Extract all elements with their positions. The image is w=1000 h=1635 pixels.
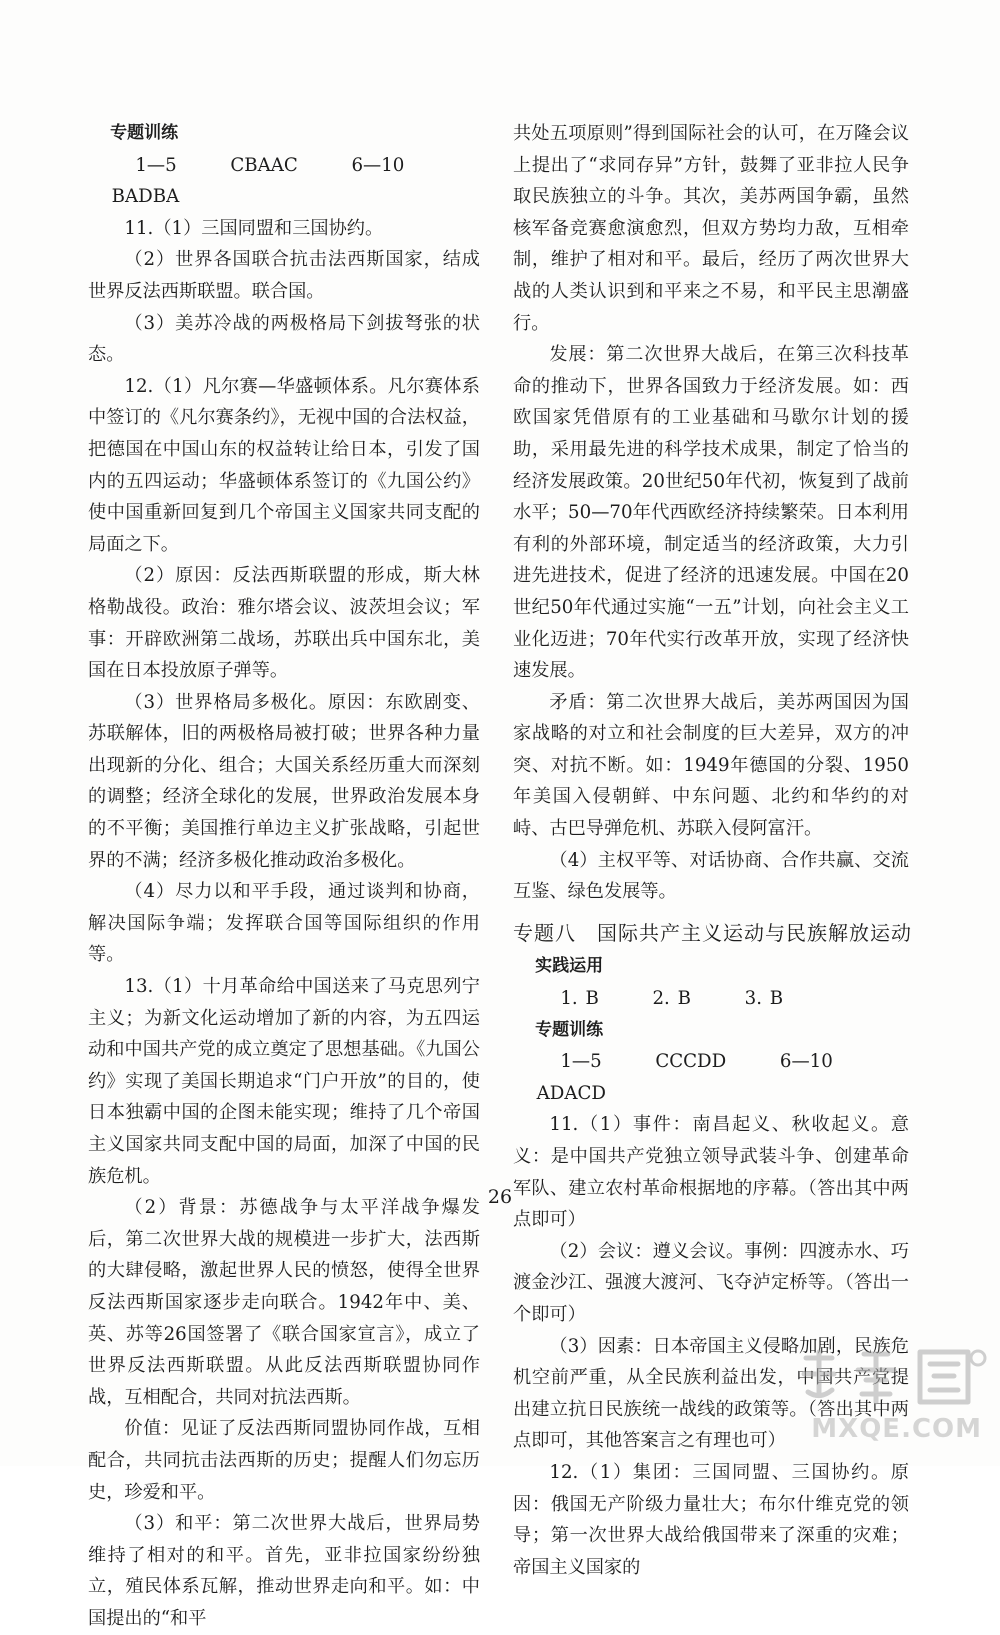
chapter-title: 专题八 国际共产主义运动与民族解放运动	[513, 920, 912, 945]
answer-paragraph: 11.（1）事件：南昌起义、秋收起义。意义：是中国共产党独立领导武装斗争、创建革命军队、建立农村革命根据地的序幕。（答出其中两点即可）	[513, 1114, 909, 1231]
answer-paragraph: （2）世界各国联合抗击法西斯国家，结成世界反法西斯联盟。联合国。	[88, 249, 480, 302]
answer-letters: CCCDD	[655, 1051, 727, 1073]
answer-paragraph: 价值：见证了反法西斯同盟协同作战，互相配合，共同抗击法西斯的历史；提醒人们勿忘历史，珍爱和平。	[88, 1418, 480, 1503]
answer-range: 6—10	[779, 1051, 833, 1073]
watermark-site-text: MXQE.COM	[811, 1414, 982, 1444]
answer-letters: ADACD	[536, 1082, 607, 1104]
left-column	[88, 118, 480, 1635]
practice-answer-row	[513, 983, 909, 1015]
answer-paragraph: 12.（1）凡尔赛—华盛顿体系。凡尔赛体系中签订的《凡尔赛条约》，无视中国的合法权益，把德国在中国山东的权益转让给日本，引发了国内的五四运动；华盛顿体系签订的《九国公约》使中国重新回复到几个帝国主义国家共同支配的局面之下。	[88, 375, 480, 555]
answer-paragraph: （4）尽力以和平手段，通过谈判和协商，解决国际争端；发挥联合国等国际组织的作用等。	[88, 881, 480, 966]
section-heading-practice: 实践运用	[535, 956, 604, 977]
answer-paragraph: （2）原因：反法西斯联盟的形成，斯大林格勒战役。政治：雅尔塔会议、波茨坦会议；军事：开辟欧洲第二战场，苏联出兵中国东北，美国在日本投放原子弹等。	[88, 565, 480, 682]
answer-range: 1—5	[560, 1051, 602, 1073]
answer-paragraph: （4）主权平等、对话协商、合作共赢、交流互鉴、绿色发展等。	[513, 849, 909, 903]
answer-paragraph: 共处五项原则”得到国际社会的认可，在万隆会议上提出了“求同存异”方针，鼓舞了亚非拉人民争取民族独立的斗争。其次，美苏两国争霸，虽然核军备竞赛愈演愈烈，但双方势均力敌，互相牵制，维护了相对和平。最后，经历了两次世界大战的人类认识到和平来之不易，和平民主思潮盛行。	[513, 123, 909, 334]
watermark	[792, 1344, 992, 1444]
answer-paragraph: 12.（1）集团：三国同盟、三国协约。原因：俄国无产阶级力量壮大；布尔什维克党的领导；第一次世界大战给俄国带来了深重的灾难；帝国主义国家的	[513, 1461, 909, 1578]
watermark-logo-icon	[792, 1344, 988, 1410]
answer-paragraph: 13.（1）十月革命给中国送来了马克思列宁主义；为新文化运动增加了新的内容，为五四运动和中国共产党的成立奠定了思想基础。《九国公约》实现了美国长期追求“门户开放”的目的，使日本独霸中国的企图未能实现；维持了几个帝国主义国家共同支配中国的局面，加深了中国的民族危机。	[88, 976, 480, 1187]
practice-answer: 3. B	[744, 988, 784, 1010]
answer-letters: CBAAC	[230, 154, 298, 176]
answer-range: 1—5	[135, 154, 177, 176]
answer-letters: BADBA	[111, 186, 180, 208]
answer-paragraph: 11.（1）三国同盟和三国协约。	[124, 217, 384, 239]
practice-answer: 2. B	[652, 988, 691, 1010]
answer-paragraph: （3）因素：日本帝国主义侵略加剧，民族危机空前严重，从全民族利益出发，中国共产党提出建立抗日民族统一战线的政策等。（答出其中两点即可，其他答案言之有理也可）	[513, 1335, 909, 1452]
section-heading-training: 专题训练	[535, 1019, 604, 1040]
answer-paragraph: 矛盾：第二次世界大战后，美苏两国因为国家战略的对立和社会制度的巨大差异，双方的冲突、对抗不断。如：1949年德国的分裂、1950年美国入侵朝鲜、中东问题、北约和华约的对峙、古巴导弹危机、苏联入侵阿富汗。	[513, 691, 909, 840]
page-number: 26	[487, 1186, 513, 1208]
answer-paragraph: （2）会议：遵义会议。事例：四渡赤水、巧渡金沙江、强渡大渡河、飞夺泸定桥等。（答出一个即可）	[513, 1240, 909, 1325]
answer-paragraph: （3）世界格局多极化。原因：东欧剧变、苏联解体，旧的两极格局被打破；世界各种力量出现新的分化、组合；大国关系经历重大而深刻的调整；经济全球化的发展，世界政治发展本身的不平衡；美国推行单边主义扩张战略，引起世界的不满；经济多极化推动政治多极化。	[88, 691, 480, 871]
practice-answer: 1. B	[560, 988, 599, 1010]
answer-range: 6—10	[351, 154, 405, 176]
answer-paragraph: （3）美苏冷战的两极格局下剑拔弩张的状态。	[88, 312, 480, 366]
answer-key-row	[88, 150, 480, 213]
answer-key-row	[513, 1046, 909, 1109]
answer-paragraph: 发展：第二次世界大战后，在第三次科技革命的推动下，世界各国致力于经济发展。如：西欧国家凭借原有的工业基础和马歇尔计划的援助，采用最先进的科学技术成果，制定了恰当的经济发展政策。20世纪50年代初，恢复到了战前水平；50—70年代西欧经济持续繁荣。日本利用有利的外部环境，制定适当的经济政策，大力引进先进技术，促进了经济的迅速发展。中国在20世纪50年代通过实施“一五”计划，向社会主义工业化迈进；70年代实行改革开放，实现了经济快速发展。	[513, 344, 909, 682]
section-heading-training: 专题训练	[110, 123, 179, 143]
answer-paragraph: （3）和平：第二次世界大战后，世界局势维持了相对的和平。首先，亚非拉国家纷纷独立，殖民体系瓦解，推动世界走向和平。如：中国提出的“和平	[88, 1513, 480, 1629]
answer-paragraph: （2）背景：苏德战争与太平洋战争爆发后，第二次世界大战的规模进一步扩大，法西斯的大肆侵略，激起世界人民的愤怒，使得全世界反法西斯国家逐步走向联合。1942年中、美、英、苏等26国签署了《联合国家宣言》，成立了世界反法西斯联盟。从此反法西斯联盟协同作战，互相配合，共同对抗法西斯。	[88, 1197, 480, 1408]
